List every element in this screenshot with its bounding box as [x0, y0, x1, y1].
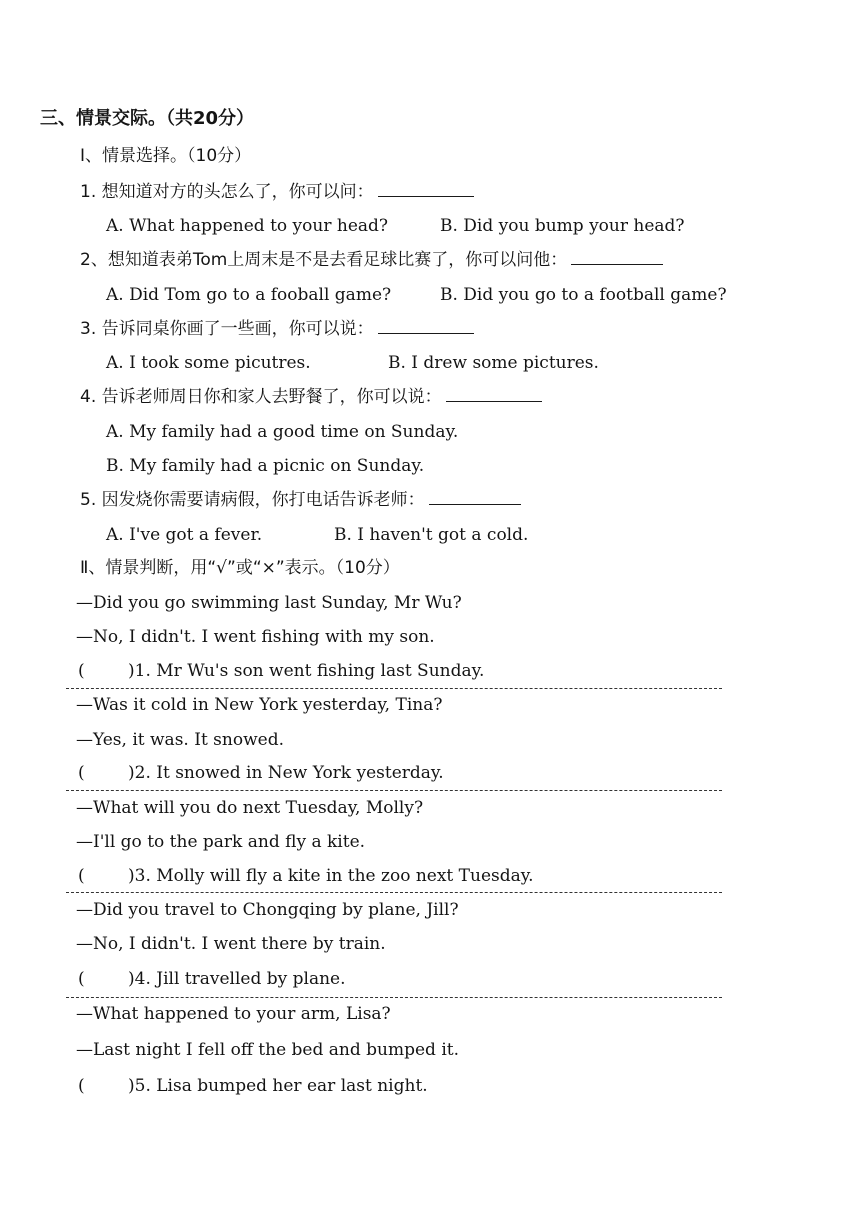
statement-text: )1. Mr Wu's son went fishing last Sunday.: [128, 661, 485, 681]
question-4: [80, 386, 542, 408]
dialogue-question: —Did you go swimming last Sunday, Mr Wu?: [76, 593, 462, 613]
judgment-statement: [78, 660, 484, 682]
section-title: 三、情景交际。（共20分）: [40, 108, 255, 129]
statement-text: )3. Molly will fly a kite in the zoo next Tuesday.: [128, 866, 534, 886]
judgment-statement: [78, 762, 444, 784]
dialogue-question: —What happened to your arm, Lisa?: [76, 1004, 391, 1024]
question-2: [80, 249, 663, 271]
dashed-divider: [66, 892, 722, 893]
question-text: 因发烧你需要请病假，你打电话告诉老师：: [101, 490, 425, 510]
statement-text: )5. Lisa bumped her ear last night.: [128, 1076, 428, 1096]
dialogue-answer: —Last night I fell off the bed and bumped it.: [76, 1040, 459, 1060]
answer-blank[interactable]: [446, 387, 542, 402]
dialogue-question: —Was it cold in New York yesterday, Tina?: [76, 695, 443, 715]
question-text: 想知道对方的头怎么了，你可以问：: [101, 182, 374, 202]
dialogue-answer: —I'll go to the park and fly a kite.: [76, 832, 366, 852]
dialogue-answer: —Yes, it was. It snowed.: [76, 730, 284, 750]
question-number: 2、: [80, 250, 108, 270]
answer-paren[interactable]: (: [78, 969, 85, 989]
option-b[interactable]: B. I haven't got a cold.: [334, 525, 529, 545]
statement-text: )2. It snowed in New York yesterday.: [128, 763, 444, 783]
option-a[interactable]: A. My family had a good time on Sunday.: [106, 422, 459, 442]
part1-title: Ⅰ、情景选择。（10分）: [80, 146, 252, 166]
question-5: [80, 489, 521, 511]
option-a[interactable]: A. Did Tom go to a fooball game?: [106, 285, 392, 305]
question-1: [80, 181, 474, 203]
answer-blank[interactable]: [378, 182, 474, 197]
judgment-statement: [78, 968, 346, 990]
option-b[interactable]: B. My family had a picnic on Sunday.: [106, 456, 425, 476]
answer-blank[interactable]: [378, 319, 474, 334]
statement-text: )4. Jill travelled by plane.: [128, 969, 346, 989]
question-number: 5.: [80, 490, 97, 510]
dialogue-answer: —No, I didn't. I went there by train.: [76, 934, 386, 954]
question-text: 想知道表弟Tom上周末是不是去看足球比赛了，你可以问他：: [107, 250, 568, 270]
dialogue-answer: —No, I didn't. I went fishing with my son.: [76, 627, 435, 647]
option-a[interactable]: A. What happened to your head?: [106, 216, 389, 236]
judgment-statement: [78, 865, 534, 887]
question-number: 1.: [80, 182, 97, 202]
dashed-divider: [66, 790, 722, 791]
option-b[interactable]: B. I drew some pictures.: [388, 353, 599, 373]
dashed-divider: [66, 688, 722, 689]
question-number: 4.: [80, 387, 97, 407]
answer-paren[interactable]: (: [78, 763, 85, 783]
question-text: 告诉老师周日你和家人去野餐了，你可以说：: [101, 387, 442, 407]
question-text: 告诉同桌你画了一些画，你可以说：: [101, 319, 374, 339]
part2-title: Ⅱ、情景判断，用“√”或“×”表示。（10分）: [80, 558, 400, 578]
option-a[interactable]: A. I took some picutres.: [106, 353, 311, 373]
option-a[interactable]: A. I've got a fever.: [106, 525, 263, 545]
dashed-divider: [66, 997, 722, 998]
option-b[interactable]: B. Did you go to a football game?: [440, 285, 727, 305]
dialogue-question: —What will you do next Tuesday, Molly?: [76, 798, 424, 818]
answer-blank[interactable]: [429, 490, 521, 505]
answer-paren[interactable]: (: [78, 866, 85, 886]
answer-paren[interactable]: (: [78, 661, 85, 681]
judgment-statement: [78, 1075, 428, 1097]
option-b[interactable]: B. Did you bump your head?: [440, 216, 685, 236]
answer-blank[interactable]: [571, 250, 663, 265]
question-number: 3.: [80, 319, 97, 339]
question-3: [80, 318, 474, 340]
answer-paren[interactable]: (: [78, 1076, 85, 1096]
dialogue-question: —Did you travel to Chongqing by plane, Jill?: [76, 900, 459, 920]
